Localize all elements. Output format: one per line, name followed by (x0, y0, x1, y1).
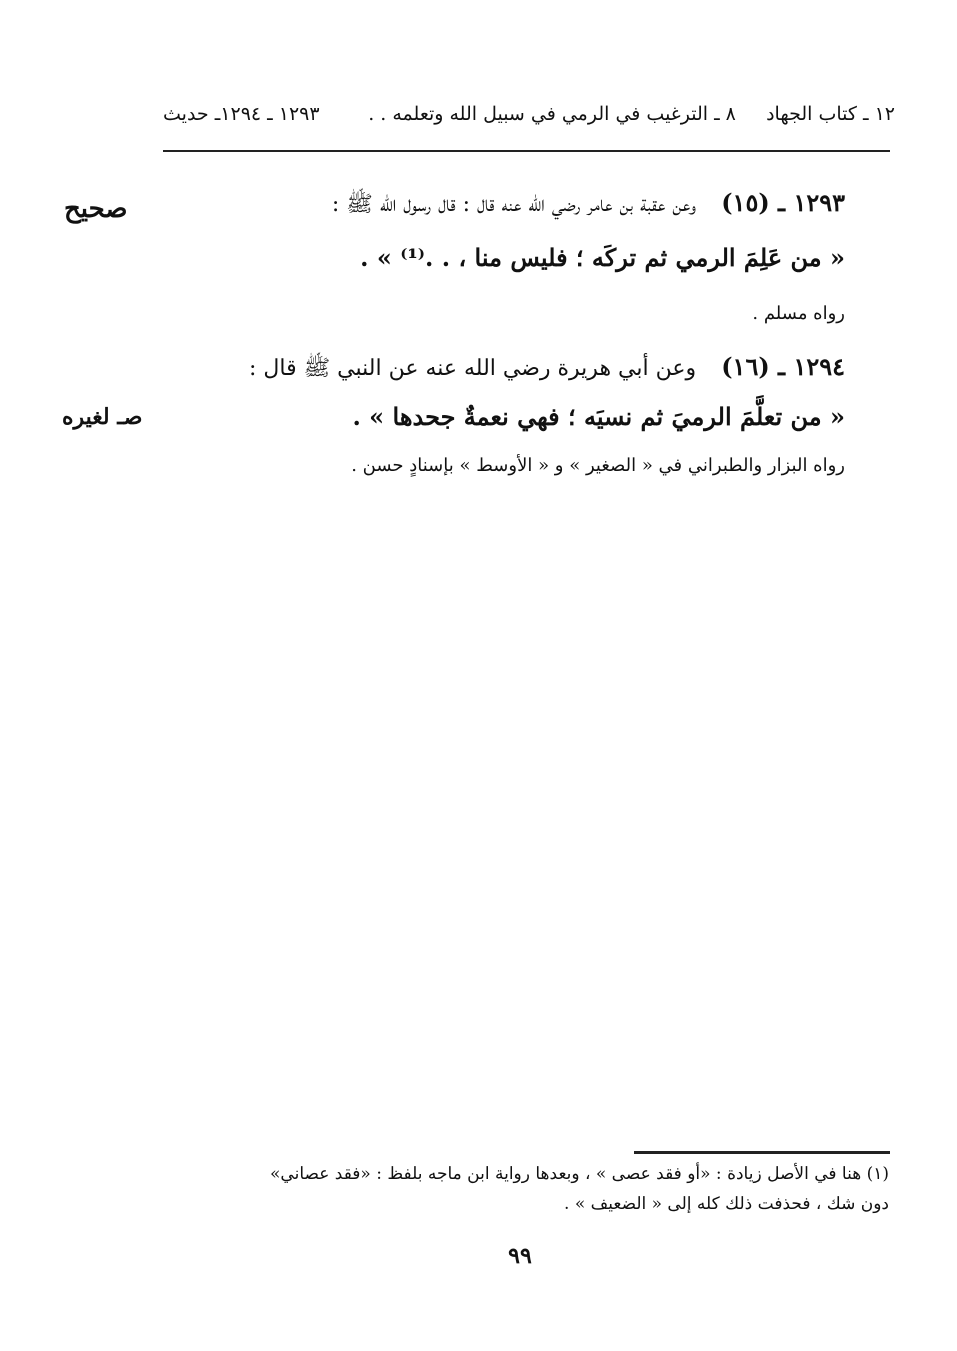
hadith-text: « من تعلَّمَ الرميَ ثم نسيَه ؛ فهي نعمةٌ جحدها » . (352, 402, 845, 431)
footnote-line: (١) هنا في الأصل زيادة : «أو فقد عصى » ، وبعدها رواية ابن ماجه بلفظ : «فقد عصاني» (270, 1164, 889, 1184)
page-number: ٩٩ (508, 1243, 532, 1269)
hadith-number: ١٢٩٤ ـ (١٦) (721, 352, 845, 381)
hadith-heading (332, 188, 845, 222)
footnote-line: دون شك ، فحذفت ذلك كله إلى « الضعيف » . (564, 1194, 889, 1214)
hadith-grade: صحيح (64, 194, 128, 224)
hadith-source: رواه البزار والطبراني في « الصغير » و « الأوسط » بإسنادٍ حسن . (351, 455, 845, 476)
header-hadith-range: ١٢٩٣ ـ ١٢٩٤ـ حديث (163, 103, 320, 125)
header-divider (163, 150, 890, 152)
hadith-text: « من عَلِمَ الرمي ثم تركَه ؛ فليس منا ، . .⁽¹⁾ » . (360, 243, 845, 272)
footnote-divider (634, 1151, 890, 1154)
running-header-section (368, 103, 895, 125)
hadith-number: ١٢٩٣ ـ (١٥) (721, 188, 845, 217)
hadith-source: رواه مسلم . (752, 303, 845, 324)
hadith-heading (249, 352, 845, 386)
header-section: ٨ ـ الترغيب في الرمي في سبيل الله وتعلمه . . (368, 103, 736, 125)
hadith-intro: وعن أبي هريرة رضي الله عنه عن النبي ﷺ قال : (248, 356, 697, 381)
hadith-grade: صـ لغيره (62, 404, 143, 430)
header-chapter: ١٢ ـ كتاب الجهاد (766, 103, 895, 125)
hadith-intro: وعن عقبة بن عامر رضي الله عنه قال : قال رسول الله ﷺ : (331, 192, 697, 217)
